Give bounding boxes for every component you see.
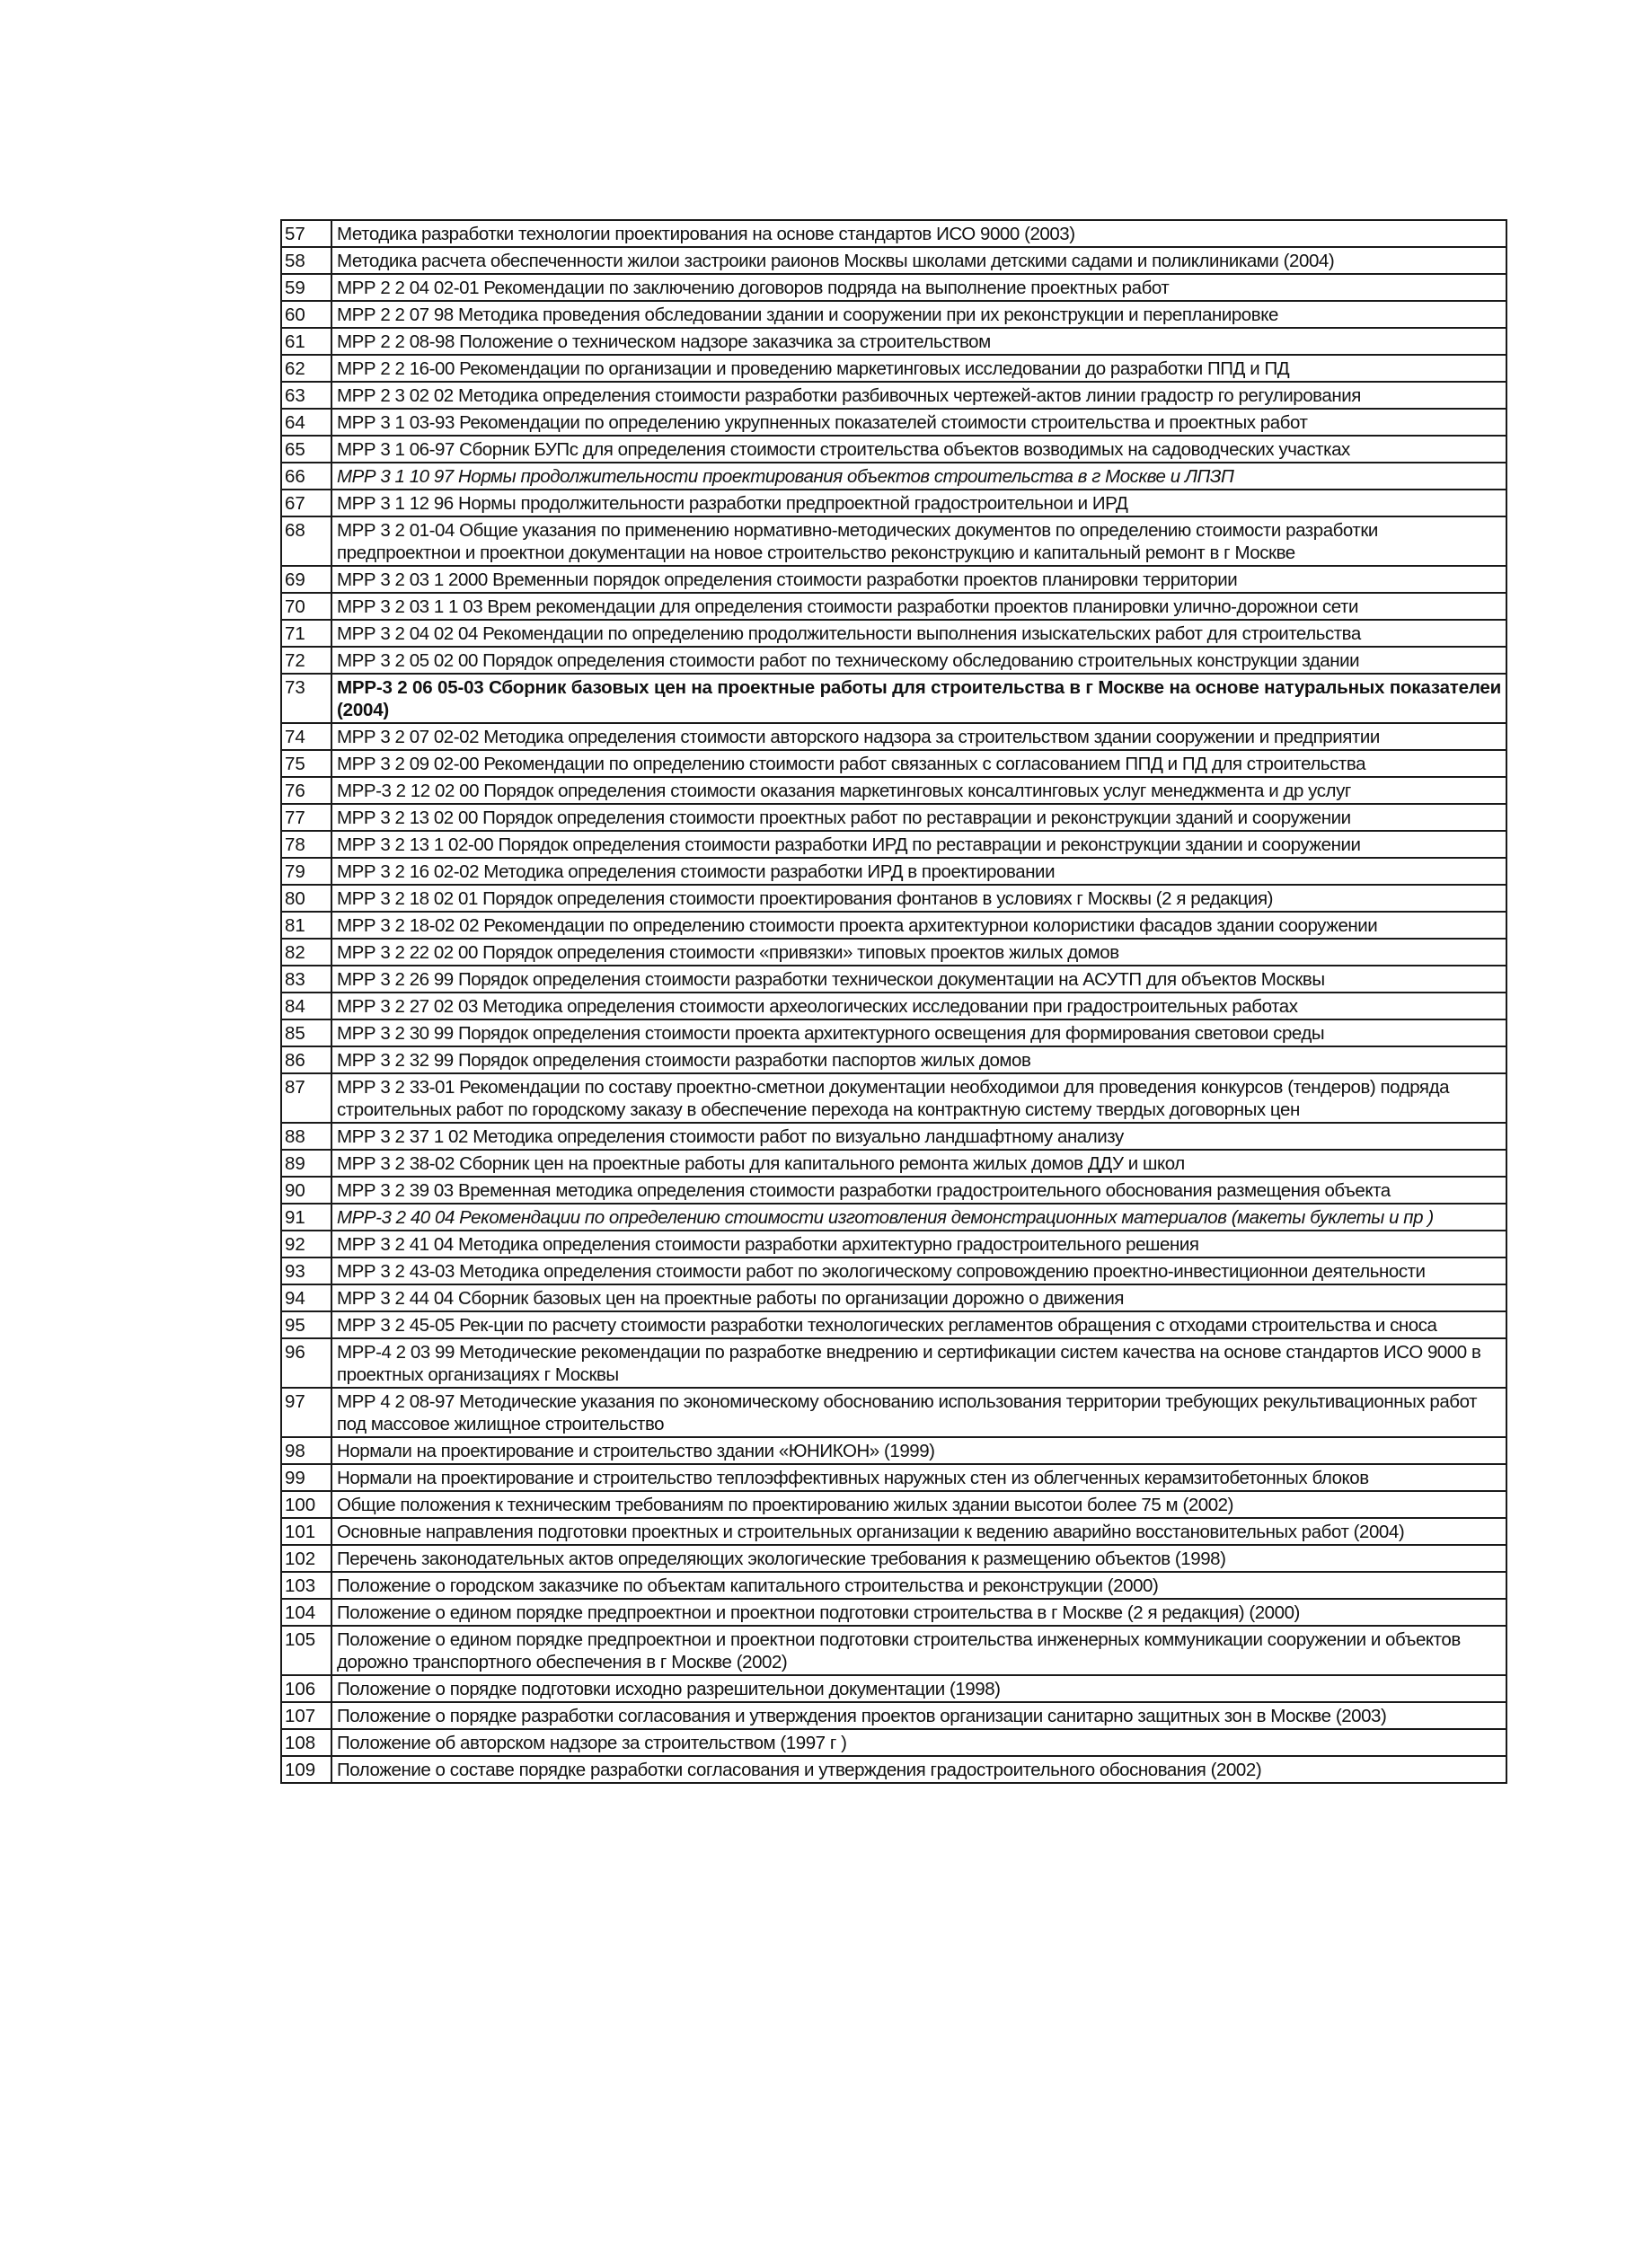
document-title: МРР 3 2 33-01 Рекомендации по составу проектно-сметнои документации необходимои для проведения конкурсов (тендеров) подряда строительных работ по городскому заказу в обеспечение перехода на контрактную систему твердых договорных цен xyxy=(331,1073,1506,1123)
row-number: 76 xyxy=(281,777,331,804)
table-row xyxy=(281,1231,1506,1257)
table-row xyxy=(281,247,1506,274)
document-title: МРР 3 2 13 02 00 Порядок определения стоимости проектных работ по реставрации и реконструкции зданий и сооружении xyxy=(331,804,1506,831)
table-row xyxy=(281,328,1506,355)
row-number: 86 xyxy=(281,1046,331,1073)
row-number: 74 xyxy=(281,723,331,750)
table-row xyxy=(281,436,1506,463)
document-title: Положение о городском заказчике по объектам капитального строительства и реконструкции (2000) xyxy=(331,1572,1506,1599)
document-title: МРР 3 2 16 02-02 Методика определения стоимости разработки ИРД в проектировании xyxy=(331,858,1506,885)
row-number: 109 xyxy=(281,1756,331,1783)
row-number: 103 xyxy=(281,1572,331,1599)
document-title: МРР 3 2 38-02 Сборник цен на проектные работы для капитального ремонта жилых домов ДДУ и школ xyxy=(331,1150,1506,1177)
document-title: МРР 2 3 02 02 Методика определения стоимости разработки разбивочных чертежей-актов линии градостр го регулирования xyxy=(331,382,1506,409)
row-number: 90 xyxy=(281,1177,331,1204)
table-body xyxy=(281,220,1506,1783)
document-title: МРР 3 2 37 1 02 Методика определения стоимости работ по визуально ландшафтному анализу xyxy=(331,1123,1506,1150)
table-row xyxy=(281,220,1506,247)
row-number: 62 xyxy=(281,355,331,382)
document-title: МРР 3 2 26 99 Порядок определения стоимости разработки техническои документации на АСУТП для объектов Москвы xyxy=(331,966,1506,993)
document-title: МРР 2 2 16-00 Рекомендации по организации и проведению маркетинговых исследовании до разработки ППД и ПД xyxy=(331,355,1506,382)
row-number: 71 xyxy=(281,620,331,647)
table-row xyxy=(281,1150,1506,1177)
row-number: 91 xyxy=(281,1204,331,1231)
row-number: 78 xyxy=(281,831,331,858)
document-title: МРР 3 2 43-03 Методика определения стоимости работ по экологическому сопровождению проектно-инвестиционнои деятельности xyxy=(331,1257,1506,1284)
document-title: Положение о едином порядке предпроектнои и проектнои подготовки строительства инженерных коммуникации сооружении и объектов дорожно транспортного обеспечения в г Москве (2002) xyxy=(331,1626,1506,1675)
document-title: МРР 3 2 01-04 Общие указания по применению нормативно-методических документов по определению стоимости разработки предпроектнои и проектнои документации на новое строительство реконструкцию и капитальный ремонт в г Москве xyxy=(331,516,1506,566)
row-number: 108 xyxy=(281,1729,331,1756)
table-row xyxy=(281,355,1506,382)
row-number: 59 xyxy=(281,274,331,301)
table-row xyxy=(281,647,1506,674)
row-number: 60 xyxy=(281,301,331,328)
row-number: 100 xyxy=(281,1491,331,1518)
document-title: МРР 3 1 03-93 Рекомендации по определению укрупненных показателей стоимости строительства и проектных работ xyxy=(331,409,1506,436)
row-number: 77 xyxy=(281,804,331,831)
document-title: МРР-3 2 06 05-03 Сборник базовых цен на проектные работы для строительства в г Москве на основе натуральных показателеи (2004) xyxy=(331,674,1506,723)
table-row xyxy=(281,723,1506,750)
table-row xyxy=(281,1675,1506,1702)
document-title: МРР 3 2 22 02 00 Порядок определения стоимости «привязки» типовых проектов жилых домов xyxy=(331,939,1506,966)
document-title: МРР-4 2 03 99 Методические рекомендации по разработке внедрению и сертификации систем качества на основе стандартов ИСО 9000 в проектных организациях г Москвы xyxy=(331,1338,1506,1388)
document-title: МРР 3 2 45-05 Рек-ции по расчету стоимости разработки технологических регламентов обращения с отходами строительства и сноса xyxy=(331,1311,1506,1338)
document-title: МРР 3 2 04 02 04 Рекомендации по определению продолжительности выполнения изыскательских работ для строительства xyxy=(331,620,1506,647)
row-number: 61 xyxy=(281,328,331,355)
table-row xyxy=(281,1388,1506,1437)
row-number: 105 xyxy=(281,1626,331,1675)
table-row xyxy=(281,674,1506,723)
table-row xyxy=(281,1046,1506,1073)
document-title: Положение о порядке подготовки исходно разрешительнои документации (1998) xyxy=(331,1675,1506,1702)
document-title: МРР 3 2 44 04 Сборник базовых цен на проектные работы по организации дорожно о движения xyxy=(331,1284,1506,1311)
row-number: 72 xyxy=(281,647,331,674)
table-row xyxy=(281,1702,1506,1729)
table-row xyxy=(281,274,1506,301)
table-row xyxy=(281,1073,1506,1123)
row-number: 88 xyxy=(281,1123,331,1150)
row-number: 101 xyxy=(281,1518,331,1545)
table-row xyxy=(281,885,1506,912)
document-title: Перечень законодательных актов определяющих экологические требования к размещению объектов (1998) xyxy=(331,1545,1506,1572)
table-row xyxy=(281,409,1506,436)
table-row xyxy=(281,1204,1506,1231)
document-title: Нормали на проектирование и строительство здании «ЮНИКОН» (1999) xyxy=(331,1437,1506,1464)
row-number: 67 xyxy=(281,490,331,516)
table-row xyxy=(281,966,1506,993)
row-number: 64 xyxy=(281,409,331,436)
document-title: МРР 3 2 05 02 00 Порядок определения стоимости работ по техническому обследованию строительных конструкции здании xyxy=(331,647,1506,674)
document-title: МРР 3 2 03 1 1 03 Врем рекомендации для определения стоимости разработки проектов планировки улично-дорожнои сети xyxy=(331,593,1506,620)
table-row xyxy=(281,1599,1506,1626)
row-number: 94 xyxy=(281,1284,331,1311)
document-title: МРР 4 2 08-97 Методические указания по экономическому обоснованию использования территории требующих рекультивационных работ под массовое жилищное строительство xyxy=(331,1388,1506,1437)
table-row xyxy=(281,1177,1506,1204)
table-row xyxy=(281,1572,1506,1599)
row-number: 82 xyxy=(281,939,331,966)
table-row xyxy=(281,1518,1506,1545)
document-title: Основные направления подготовки проектных и строительных организации к ведению аварийно восстановительных работ (2004) xyxy=(331,1518,1506,1545)
document-title: МРР 3 2 32 99 Порядок определения стоимости разработки паспортов жилых домов xyxy=(331,1046,1506,1073)
row-number: 79 xyxy=(281,858,331,885)
document-title: МРР 3 2 07 02-02 Методика определения стоимости авторского надзора за строительством здании сооружении и предприятии xyxy=(331,723,1506,750)
document-title: МРР 3 2 13 1 02-00 Порядок определения стоимости разработки ИРД по реставрации и реконструкции здании и сооружении xyxy=(331,831,1506,858)
row-number: 99 xyxy=(281,1464,331,1491)
document-title: МРР 3 2 41 04 Методика определения стоимости разработки архитектурно градостроительного решения xyxy=(331,1231,1506,1257)
row-number: 83 xyxy=(281,966,331,993)
row-number: 69 xyxy=(281,566,331,593)
table-row xyxy=(281,463,1506,490)
document-title: Нормали на проектирование и строительство теплоэффективных наружных стен из облегченных керамзитобетонных блоков xyxy=(331,1464,1506,1491)
document-title: МРР 3 2 18-02 02 Рекомендации по определению стоимости проекта архитектурнои колористики фасадов здании сооружении xyxy=(331,912,1506,939)
document-title: Положение о составе порядке разработки согласования и утверждения градостроительного обоснования (2002) xyxy=(331,1756,1506,1783)
document-title: МРР-3 2 40 04 Рекомендации по определению стоимости изготовления демонстрационных материалов (макеты буклеты и пр ) xyxy=(331,1204,1506,1231)
row-number: 66 xyxy=(281,463,331,490)
table-row xyxy=(281,1729,1506,1756)
row-number: 73 xyxy=(281,674,331,723)
document-title: МРР 3 1 12 96 Нормы продолжительности разработки предпроектной градостроительнои и ИРД xyxy=(331,490,1506,516)
document-title: МРР 3 2 03 1 2000 Временныи порядок определения стоимости разработки проектов планировки территории xyxy=(331,566,1506,593)
table-row xyxy=(281,831,1506,858)
table-row xyxy=(281,516,1506,566)
table-row xyxy=(281,804,1506,831)
table-row xyxy=(281,382,1506,409)
row-number: 102 xyxy=(281,1545,331,1572)
row-number: 106 xyxy=(281,1675,331,1702)
row-number: 96 xyxy=(281,1338,331,1388)
document-title: МРР 3 2 30 99 Порядок определения стоимости проекта архитектурного освещения для формирования световои среды xyxy=(331,1019,1506,1046)
document-title: Общие положения к техническим требованиям по проектированию жилых здании высотои более 75 м (2002) xyxy=(331,1491,1506,1518)
row-number: 87 xyxy=(281,1073,331,1123)
document-title: Положение об авторском надзоре за строительством (1997 г ) xyxy=(331,1729,1506,1756)
table-row xyxy=(281,490,1506,516)
row-number: 81 xyxy=(281,912,331,939)
document-title: МРР-3 2 12 02 00 Порядок определения стоимости оказания маркетинговых консалтинговых услуг менеджмента и др услуг xyxy=(331,777,1506,804)
document-title: Методика расчета обеспеченности жилои застроики раионов Москвы школами детскими садами и поликлиниками (2004) xyxy=(331,247,1506,274)
row-number: 65 xyxy=(281,436,331,463)
document-title: МРР 2 2 08-98 Положение о техническом надзоре заказчика за строительством xyxy=(331,328,1506,355)
row-number: 68 xyxy=(281,516,331,566)
row-number: 58 xyxy=(281,247,331,274)
table-row xyxy=(281,858,1506,885)
document-title: Положение о едином порядке предпроектнои и проектнои подготовки строительства в г Москве (2 я редакция) (2000) xyxy=(331,1599,1506,1626)
row-number: 107 xyxy=(281,1702,331,1729)
row-number: 84 xyxy=(281,993,331,1019)
table-row xyxy=(281,1626,1506,1675)
row-number: 70 xyxy=(281,593,331,620)
table-row xyxy=(281,301,1506,328)
table-row xyxy=(281,1123,1506,1150)
table-row xyxy=(281,593,1506,620)
document-title: МРР 3 2 39 03 Временная методика определения стоимости разработки градостроительного обоснования размещения объекта xyxy=(331,1177,1506,1204)
table-row xyxy=(281,1545,1506,1572)
row-number: 104 xyxy=(281,1599,331,1626)
row-number: 85 xyxy=(281,1019,331,1046)
table-row xyxy=(281,1464,1506,1491)
row-number: 57 xyxy=(281,220,331,247)
row-number: 75 xyxy=(281,750,331,777)
document-title: МРР 2 2 07 98 Методика проведения обследовании здании и сооружении при их реконструкции и перепланировке xyxy=(331,301,1506,328)
row-number: 80 xyxy=(281,885,331,912)
row-number: 95 xyxy=(281,1311,331,1338)
table-row xyxy=(281,1338,1506,1388)
table-row xyxy=(281,993,1506,1019)
table-row xyxy=(281,620,1506,647)
table-row xyxy=(281,1311,1506,1338)
table-row xyxy=(281,777,1506,804)
table-row xyxy=(281,750,1506,777)
document-title: Методика разработки технологии проектирования на основе стандартов ИСО 9000 (2003) xyxy=(331,220,1506,247)
normative-documents-table xyxy=(280,219,1507,1784)
document-title: Положение о порядке разработки согласования и утверждения проектов организации санитарно защитных зон в Москве (2003) xyxy=(331,1702,1506,1729)
table-row xyxy=(281,1491,1506,1518)
row-number: 97 xyxy=(281,1388,331,1437)
row-number: 89 xyxy=(281,1150,331,1177)
row-number: 98 xyxy=(281,1437,331,1464)
table-row xyxy=(281,1257,1506,1284)
document-title: МРР 3 1 06-97 Сборник БУПс для определения стоимости строительства объектов возводимых на садоводческих участках xyxy=(331,436,1506,463)
document-title: МРР 2 2 04 02-01 Рекомендации по заключению договоров подряда на выполнение проектных работ xyxy=(331,274,1506,301)
table-row xyxy=(281,1019,1506,1046)
table-row xyxy=(281,1437,1506,1464)
row-number: 93 xyxy=(281,1257,331,1284)
table-row xyxy=(281,912,1506,939)
document-title: МРР 3 2 27 02 03 Методика определения стоимости археологических исследовании при градостроительных работах xyxy=(331,993,1506,1019)
document-title: МРР 3 2 18 02 01 Порядок определения стоимости проектирования фонтанов в условиях г Москвы (2 я редакция) xyxy=(331,885,1506,912)
document-title: МРР 3 1 10 97 Нормы продолжительности проектирования объектов строительства в г Москве и ЛПЗП xyxy=(331,463,1506,490)
table-row xyxy=(281,566,1506,593)
table-row xyxy=(281,939,1506,966)
row-number: 92 xyxy=(281,1231,331,1257)
table-row xyxy=(281,1284,1506,1311)
table-row xyxy=(281,1756,1506,1783)
row-number: 63 xyxy=(281,382,331,409)
document-title: МРР 3 2 09 02-00 Рекомендации по определению стоимости работ связанных с согласованием ППД и ПД для строительства xyxy=(331,750,1506,777)
